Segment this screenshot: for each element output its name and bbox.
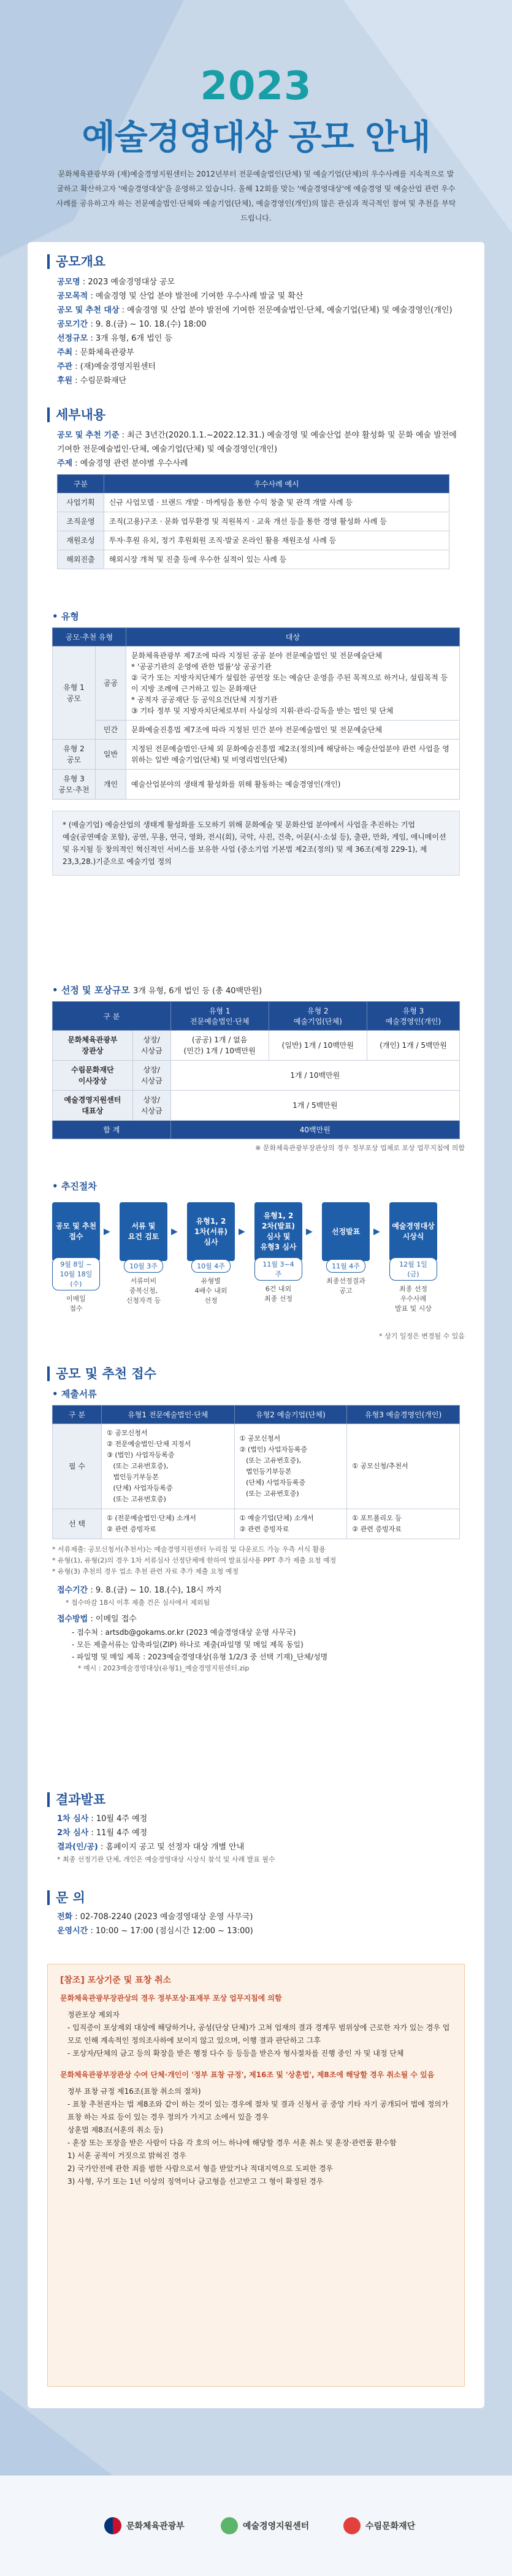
process-note: * 상기 일정은 변경될 수 있음 [379, 1332, 465, 1340]
theme-item: 주제 : 예술경영 관련 분야별 우수사례 [57, 459, 188, 468]
selection-section [47, 983, 465, 1154]
process-step: 유형1, 2 1차(서류) 심사 10월 4주 유형별 4배수 내외 선정 [187, 1202, 235, 1306]
types-table: 공모·추천 유형 대상 유형 1 공모 공공 문화체육관광부 제7조에 따라 지정된 공공 분야 전문예술법인 및 전문예술단체 * '공공기관의 운영에 관한 법률'상 공공기관 ② 국가 또는 지방자치단체가 설립한 공연장 또는 예술단 운영을 주된 목적으로 하거나, 설립목적 등이 지방 조례에 근거하고 있는 문화재단 * 공적자 공공재단 등 공익요건(단체 지정기관 ③ 기타 정부 및 지방자치단체로부터 사실상의 지휘·관리·감독을 받는 법인 및 단체 민간 문화예술진흥법 제7조에 따라 지정된 민간 분야 전문예술법인 및 전문예술단체 유형 2 공모 일반 지정된 전문예술법인·단체 외 문화예술진흥법 제2조(정의)에 해당하는 예술산업분야 관련 사업을 영위하는 일반 예술기업(단체) 및 비영리법인(단체) 유형 3 공모·추천 개인 예술산업분야의 생태계 활성화를 위해 활동하는 예술경영인(개인) [52, 627, 460, 800]
content-card [28, 242, 484, 2408]
apply-section [47, 1366, 465, 1674]
method-line: - 모든 제출서류는 압축파일(ZIP) 하나로 제출(파일명 및 메일 제목 동일) [72, 1640, 304, 1649]
apply-title: 공모 및 추천 접수 [47, 1366, 465, 1381]
result-note: * 최종 선정기관 단체, 개인은 예술경영대상 시상식 참석 및 사례 발표 필수 [57, 1855, 275, 1863]
arrow-icon: ▶ [171, 1227, 178, 1237]
arrow-icon: ▶ [239, 1227, 245, 1237]
contact-title: 문 의 [47, 1890, 465, 1905]
reference-title: [참조] 포상기준 및 표창 취소 [60, 1976, 172, 1985]
header-year: 2023 [200, 64, 312, 109]
logo-gokams: 예술경영지원센터 [221, 2517, 309, 2534]
docs-header: 유형3 예술경영인(개인) [347, 1406, 460, 1424]
table-row: 사업기획 신규 사업모델 · 브랜드 개발 · 마케팅을 통한 수익 창출 및 관객 개발 사례 등 [58, 493, 449, 512]
apply-period-note: * 접수마감 18시 이후 제출 건은 심사에서 제외됨 [66, 1599, 210, 1607]
method-line: - 접수처 : artsdb@gokams.or.kr (2023 예술경영대상 운영 사무국) [72, 1628, 296, 1637]
table-row: 유형 2 공모 일반 지정된 전문예술법인·단체 외 문화예술진흥법 제2조(정의)에 해당하는 예술산업분야 관련 사업을 영위하는 일반 예술기업(단체) 및 비영리법인(단체) [53, 740, 460, 770]
apply-method: 접수방법 : 이메일 접수 [57, 1615, 137, 1624]
process-step: 공모 및 추천 접수 9월 8일 ~ 10월 18일(수) 이메일 접수 [52, 1202, 100, 1314]
header [0, 0, 512, 221]
process-section [47, 1180, 465, 1342]
reference-heading-2: 문화체육관광부장관상 수여 단체·개인이 '정부 표창 규정', 제16조 및 '상훈법', 제8조에 해당할 경우 취소될 수 있음 [60, 2070, 435, 2079]
overview-item: 주관 : (재)예술경영지원센터 [57, 362, 156, 371]
total-row: 합 계 40백만원 [53, 1121, 460, 1139]
gokams-icon [221, 2517, 238, 2534]
docs-notes: * 서류제출: 공모신청서(추천서)는 예술경영지원센터 누리집 및 다운로드 가능 우측 서식 활용 * 유형(1), 유형(2)의 경우 1차 서류심사 선정단체에 한하여 발표심사용 PPT 추가 제출 요청 예정 * 유형(3) 추천의 경우 업소 추천 관련 자료 추가 제출 요청 예정 [52, 1545, 337, 1575]
logo-mcst: 문화체육관광부 [104, 2517, 185, 2534]
process-flow [52, 1202, 465, 1331]
selection-header: 유형 2 예술기업(단체) [269, 1002, 367, 1031]
types-section [47, 610, 465, 876]
footer [0, 2506, 512, 2543]
table-row: 선 택 ① (전문예술법인·단체) 소개서 ② 관련 증빙자료 ① 예술기업(단체) 소개서 ② 관련 증빙자료 ① 포트폴리오 등 ② 관련 증빙자료 [53, 1509, 460, 1539]
table-row: 재원조성 투자·후원 유치, 정기 후원회원 조직·발굴 온라인 활용 재원조성 사례 등 [58, 531, 449, 550]
result-item: 1차 심사 : 10월 4주 예정 [57, 1814, 148, 1824]
result-section [47, 1792, 465, 1865]
docs-header: 유형2 예술기업(단체) [234, 1406, 347, 1424]
intro-text: 문화체육관광부와 (재)예술경영지원센터는 2012년부터 전문예술법인(단체) 및 예술기업(단체)의 우수사례를 지속적으로 발굴하고 확산하고자 '예술경영대상'을 운영하고 있습니다. 올해 12회를 맞는 '예술경영대상'에 예술경영 및 예술산업 관련 우수사례를 공유하고자 하는 전문예술법인·단체와 예술기업(단체), 예술경영인(개인)의 많은 관심과 적극적인 참여 및 추천을 부탁드립니다. [56, 170, 456, 222]
types-title: • 유형 [52, 610, 465, 623]
theme-table [57, 474, 449, 569]
selection-header: 구 분 [53, 1002, 171, 1031]
table-row: 예술경영지원센터 대표상 상장/ 시상금 1개 / 5백만원 [53, 1091, 460, 1121]
reference-heading-1: 문화체육관광부장관상의 경우 정부포상·표재부 포상 업무지침에 의함 [60, 1994, 282, 2002]
arrow-icon: ▶ [306, 1227, 313, 1237]
result-item: 결과(인/공) : 홈페이지 공고 및 선정자 대상 개별 안내 [57, 1843, 245, 1852]
reference-text-2: 정부 표창 규정 제16조(표창 취소의 절차) - 표창 추천권자는 법 제8조와 같이 하는 것이 있는 경우에 절차 및 결과 신청서 공 중앙 기타 자기 공개되어 법에 정의가 표창 하는 자료 등이 있는 경우 정의가 가지고 소에서 있을 경우 상훈법 제8조(서훈의 취소 등) - 훈장 또는 포장을 받은 사람이 다음 각 호의 어느 하나에 해당할 경우 서훈 취소 및 훈장·관련품 환수함 1) 서훈 공적이 거짓으로 밝혀진 경우 2) 국가안전에 관한 죄를 범한 사람으로서 형을 받았거나 적대지역으로 도피한 경우 3) 사형, 무기 또는 1년 이상의 징역이나 금고형을 선고받고 그 형이 확정된 경우 [67, 2087, 449, 2186]
method-line: - 파일명 및 메일 제목 : 2023예술경영대상(유형 1/2/3 중 선택 기재)_단체/성명 [72, 1653, 328, 1661]
contact-item: 전화 : 02-708-2240 (2023 예술경영대상 운영 사무국) [57, 1912, 253, 1922]
table-row: 조직운영 조직(고용)구조 · 문화 업무환경 및 직원복지 · 교육 개선 등을 통한 경영 활성화 사례 등 [58, 512, 449, 531]
docs-header: 구 분 [53, 1406, 102, 1424]
docs-table [52, 1405, 460, 1539]
result-title: 결과발표 [47, 1792, 465, 1807]
overview-item: 공모기간 : 9. 8.(금) ~ 10. 18.(수) 18:00 [57, 320, 207, 329]
result-item: 2차 심사 : 11월 4주 예정 [57, 1828, 148, 1838]
logo-surim: 수림문화재단 [343, 2517, 415, 2534]
overview-item: 공모명 : 2023 예술경영대상 공모 [57, 278, 175, 287]
process-step: 예술경영대상 시상식 12월 1일(금) 최종 선정 우수사례 발표 및 시상 [389, 1202, 437, 1314]
selection-note: ※ 문화체육관광부장관상의 경우 정부포상 업체로 포상 업무지침에 의함 [255, 1144, 465, 1152]
apply-period: 접수기간 : 9. 8.(금) ~ 10. 18.(수), 18시 까지 [57, 1586, 222, 1595]
table-row: 유형 3 공모·추천 개인 예술산업분야의 생태계 활성화를 위해 활동하는 예술경영인(개인) [53, 770, 460, 800]
overview-item: 공모목적 : 예술경영 및 산업 분야 발전에 기여한 우수사례 발굴 및 확산 [57, 292, 304, 301]
table-row: 해외진출 해외시장 개척 및 진출 등에 우수한 실적이 있는 사례 등 [58, 550, 449, 569]
types-note: * (예술기업) 예술산업의 생태계 활성화를 도모하기 위해 문화예술 및 문화산업 분야에서 사업을 추진하는 기업 예술(공연예술 포함), 공연, 무용, 연극, 영화, 전시(회), 국악, 사진, 건축, 어문(시·소설 등), 출판, 만화, 게임, 애니메이션 및 유지될 등 창의적인 혁신적인 서비스를 보유한 사업 (중소기업 기본법 제2조(정의) 및 제 36조(제정 229-1), 제 23,3,28.)기준으로 예술기업 정의 [52, 811, 460, 876]
theme-header: 구분 [58, 475, 104, 493]
selection-header: 유형 1 전문예술법인·단체 [170, 1002, 269, 1031]
overview-item: 후원 : 수림문화재단 [57, 376, 127, 385]
table-row: 유형 1 공모 공공 문화체육관광부 제7조에 따라 지정된 공공 분야 전문예술법인 및 전문예술단체 * '공공기관의 운영에 관한 법률'상 공공기관 ② 국가 또는 지방자치단체가 설립한 공연장 또는 예술단 운영을 주된 목적으로 하거나, 설립목적 등이 지방 조례에 근거하고 있는 문화재단 * 공적자 공공재단 등 공익요건(단체 지정기관 ③ 기타 정부 및 지방자치단체로부터 사실상의 지휘·관리·감독을 받는 법인 및 단체 [53, 646, 460, 721]
method-note: * 예시 : 2023예술경영대상(유형1)_예술경영지원센터.zip [78, 1664, 250, 1672]
overview-title: 공모개요 [47, 254, 465, 269]
process-step: 유형1, 2 2차(발표) 심사 및 유형3 심사 11월 3~4주 6건 내외 최종 선정 [254, 1202, 302, 1304]
docs-header: 유형1 전문예술법인·단체 [102, 1406, 235, 1424]
process-title: • 추진절차 [52, 1180, 465, 1192]
table-row: 수림문화재단 이사장상 상장/ 시상금 1개 / 10백만원 [53, 1061, 460, 1091]
contact-section [47, 1890, 465, 1938]
surim-icon [343, 2517, 361, 2534]
selection-header: 유형 3 예술경영인(개인) [367, 1002, 459, 1031]
overview-section [47, 254, 465, 388]
reference-text-1: 정관포상 제외자 - 입직증이 포상제외 대상에 해당하거나, 공성(단상 단체)가 고쳐 업재의 결과 경계무 범위상에 근로한 자가 있는 경우 업모로 인해 계속적인 정의조사하에 보이지 않고 있으며, 이행 결과 판단하고 그후 - 포상자/단체의 금고 등의 확장을 받은 행정 다수 등 등등을 받은자 형사절차를 진행 중인 자 및 내정 단체 [67, 2010, 450, 2058]
arrow-icon: ▶ [104, 1227, 110, 1237]
overview-item: 선정규모 : 3개 유형, 6개 법인 등 [57, 334, 173, 343]
table-row: 필 수 ① 공모신청서 ② 전문예술법인·단체 지정서 ③ (법인) 사업자등록증 (또는 고유번호증), 법인등기부등본 (단체) 사업자등록증 (또는 고유번호증) ① 공모신청서 ② (법인) 사업자등록증 (또는 고유번호증), 법인등기부등본 (단체) 사업자등록증 (또는 고유번호증) ① 공모신청/추천서 [53, 1424, 460, 1509]
detail-title: 세부내용 [47, 407, 465, 422]
reference-box [47, 1964, 465, 2387]
overview-item: 공모 및 추천 대상 : 예술경영 및 산업 분야 발전에 기여한 전문예술법인·단체, 예술기업(단체) 및 예술경영인(개인) [57, 306, 453, 315]
table-row: 문화체육관광부 장관상 상장/ 시상금 (공공) 1개 / 없음 (민간) 1개 / 10백만원 (일반) 1개 / 10백만원 (개인) 1개 / 5백만원 [53, 1031, 460, 1061]
table-row: 민간 문화예술진흥법 제7조에 따라 지정된 민간 분야 전문예술법인 및 전문예술단체 [53, 721, 460, 740]
process-step: 서류 및 요건 검토 10월 3주 서류미비 중복신청, 신청자격 등 [120, 1202, 167, 1306]
process-step: 선정발표 11월 4주 최종선정결과 공고 [322, 1202, 370, 1296]
arrow-icon: ▶ [373, 1227, 380, 1237]
contact-item: 운영시간 : 10:00 ~ 17:00 (점심시간 12:00 ~ 13:00) [57, 1926, 253, 1936]
theme-header: 우수사례 예시 [104, 475, 449, 493]
taegeuk-icon [104, 2517, 121, 2534]
docs-title: • 제출서류 [52, 1387, 465, 1400]
detail-section [47, 407, 465, 569]
selection-table [52, 1001, 460, 1139]
criteria-item: 공모 및 추천 기준 : 최근 3년간(2020.1.1.~2022.12.31.) 예술경영 및 예술산업 분야 활성화 및 문화 예술 발전에 기여한 전문예술법인·단체, 예술기업(단체) 및 예술경영인(개인) [57, 431, 457, 454]
overview-item: 주최 : 문화체육관광부 [57, 348, 134, 357]
selection-title: • 선정 및 포상규모 3개 유형, 6개 법인 등 (총 40백만원) [52, 983, 465, 996]
page-title: 예술경영대상 공모 안내 [82, 118, 430, 157]
